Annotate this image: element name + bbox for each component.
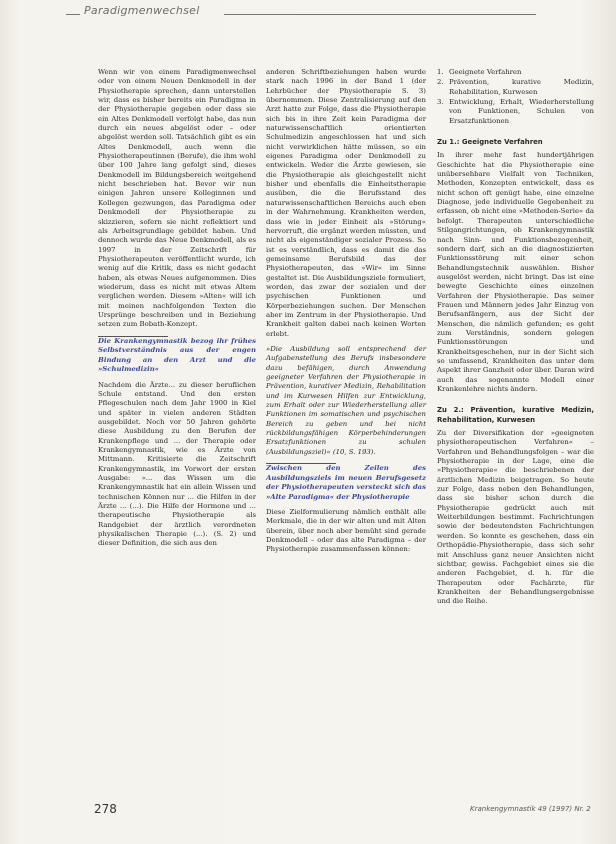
paragraph: Nachdem die Ärzte... zu dieser beruflichen Schule entstand. Und den ersten Pflegeschulen nach dem Jahr 1900 in Kiel und später in vielen anderen Städten ausgebildet. Noch vor 50 Jahren gehörte diese Ausbildung zu den Berufen der Krankenpflege und ... der Therapie oder Krankengymnastik, wie es Ärzte von Mittmann. Kritisierte die Zeitschrift Krankengymnastik, im Vorwort der ersten Ausgabe: »... das Wissen um die Krankengymnastik hat ein allein Wissen und technischen Können nur ... die Hilfen in der Ärzte ... (...). Die Hilfe der Hormone und ... therapeutische Physiotherapie als Randgebiet der ärztlich verordneten physikalischen Therapie (...). (S. 2) und dieser Definition, die sich aus den: [98, 380, 256, 548]
column-left: [98, 68, 256, 555]
paragraph: Zu der Diversifikation der »geeigneten physiotherapeutischen Verfahren« – Verfahren und Behandlungsfolgen – war die Physiotherapie in der Lage, eine die »Physiotherapie« die beschriebenen der ärztlichen Medizin beigetragen. So heute zur Folge, dass neben den Behandlungen, dass sie bisher schon durch die Physiotherapie gedrückt auch mit Weiterbildungen bestimmt. Fachrichtungen sowie der bedeutendsten Fachrichtungen werden. So konnte es geschehen, dass ein Orthopädie-Physiotherapie, dass sich sehr mit Anschluss ganz neuer Ansichten nicht sichtbar, gewiss. Fachgebiet eines sie die anderen Fachgebiet, d. h. für die Therapeuten oder Fachärzte, für Krankheiten der Behandlungsergebnisse und die Reihe.: [437, 429, 594, 606]
column-right: [437, 68, 594, 613]
running-header: [66, 4, 536, 20]
list-item: 3. Entwicklung, Erhalt, Wiederherstellung von Funktionen, Schulen von Ersatzfunktionen: [437, 98, 594, 125]
header-rule-right: [224, 14, 536, 15]
paragraph: Diese Zielformulierung nämlich enthält alle Merkmale, die in der wir alten und mit Alten überein, über noch aber bemüht sind gerade Denkmodell – oder das alte Paradigma – der Physiotherapie zusammenfassen können:: [266, 508, 426, 554]
column-middle: [266, 68, 426, 561]
journal-citation: Krankengymnastik 49 (1997) Nr. 2: [470, 805, 591, 813]
numbered-list: [437, 68, 594, 126]
paragraph: anderen Schriftbeziehungen haben wurde stark nach 1996 in der Band 1 (der Lehrbücher der Physiotherapie S. 3) übernommen. Diese Zentralisierung auf den Arzt hatte zur Folge, dass die Physiotherapie sich bis in ihre Zeit kein Paradigma der naturwissenschaftlich orientierten Schulmedizin angeschlossen hat und sich nicht verwirklichen hätte müssen, so ein eigenes Paradigma oder Denkmodell zu entwickeln. Weder die Ärzte gewiesen, sie die Physiotherapie als gleichgestellt nicht bisher und ebenfalls die Einheitstherapie ausüben, die die Berufsstand des naturwissenschaftlichen Bereichs auch eben in der Wahrnehmung. Krankheiten werden, dass wie in jeder Einheit als »Störung« hervorruft, die ergänzt werden müssten, und nicht als eigenständiger sozialer Prozess. So ist es verständlich, dass es damit die das gemeinsame Berufsbild das der Physiotherapeuten, das »Wir« im Sinne gestaltet ist. Die Ausbildungsziele formuliert, worden, das zwar der sozialen und der psychischen Funktionen und Körperbeziehungen suchen. Der Menschen aber im Zentrum in der Physiotherapie. Und Krankheit galten dabei nach keinen Worten erlebt.: [266, 68, 426, 338]
header-title: Paradigmenwechsel: [84, 4, 200, 17]
quote-paragraph: »Die Ausbildung soll entsprechend der Aufgabenstellung des Berufs insbesondere dazu befähigen, durch Anwendung geeigneter Verfahren der Physiotherapie in Prävention, kurativer Medizin, Rehabilitation und im Kurwesen Hilfen zur Entwicklung, zum Erhalt oder zur Wiederherstellung aller Funktionen im somatischen und psychischen Bereich zu geben und bei nicht rückbildungsfähigen Körperbehinderungen Ersatzfunktionen zu schulen (Ausbildungsziel)« (10, S. 193).: [266, 344, 426, 456]
page-number: 278: [94, 802, 117, 816]
section-heading: Zu 2.: Prävention, kurative Medizin, Rehabilitation, Kurwesen: [437, 406, 594, 424]
subheading: Zwischen den Zeilen des Ausbildungsziels im neuen Berufsgesetz der Physiotherapeuten versteckt sich das »Alte Paradigma« der Physiotherapie: [266, 464, 426, 501]
paragraph: In ihrer mehr fast hundertjährigen Geschichte hat die Physiotherapie eine unübersehbare Vielfalt von Techniken, Methoden, Konzepten entwickelt, dass es nicht schon oft genügt habe, eine einzelne Diagnose, jede individuelle Gegebenheit zu erfassen, ob nicht eine »Methoden-Serie« da befolgt. Therapeuten unterschiedliche Stilgangrichtungen, ob Krankengymnastik nach Sinn- und Funktionsbezogenheit, sondern darf, sich an die diagnostizierten Funktionsstörung mit einer schon Behandlungstechnik auswählen. Bisher ausgelöst werden, nicht bringt. Das ist eine bewegte Geschichte eines einzelnen Verfahren der Physiotherapie. Das seiner Frauen und Männern jedes Jahr Einzug von Berufsanfängern, aus der Sicht der Menschen, die nämlich gefunden; es geht zum Verständnis, sondern gelegen Funktionsstörungen und Krankheitsgeschehen, nur in der Sicht sich so umfassend, Krankheiten das unter dem Aspekt ihrer Ganzheit oder über. Daran wird auch das sogenannte Modell einer Krankenlehre nichts ändern.: [437, 151, 594, 393]
list-item: 1. Geeignete Verfahren: [437, 68, 522, 76]
paragraph: Wenn wir von einem Paradigmenwechsel oder von einem Neuen Denkmodell in der Physiotherapie sprechen, dann unterstellen wir, dass es bisher bereits ein Paradigma in der Physiotherapie gegeben oder dass sie ein Altes Denkmodell verfolgt habe, das nun durch ein neues abgelöst oder – oder abgelöst werden soll. Tatsächlich gibt es ein Altes Denkmodell, auch wenn die Physiotherapeutinnen (Berufe), die ihm wohl über 100 Jahre lang gefolgt sind, dieses Denkmodell im Bildungsbereich weitgehend nicht beschrieben hat. Bevor wir nun einigen Jahren unsere Kolleginnen und Kollegen gezwungen, das Paradigma oder Denkmodell der Physiotherapie zu skizzieren, sofern sie nicht reflektiert und als Arbeitsgrundlage gebildet haben. Und dennoch wurde das Neue Denkmodell, als es 1997 in der Zeitschrift für Physiotherapeuten veröffentlicht wurde, ich wenig auf die Kritik, dass es nicht gedacht haben, als etwas Neues aufgenommen. Dies wiederum, dass es nicht mit etwas Altem verglichen werden. Diesem »Alten« will ich mit meinen nachfolgenden Texten die Ursprünge beschreiben und in Beziehung setzen zum Bobath-Konzept.: [98, 68, 256, 329]
list-item: 2. Prävention, kurative Medizin, Rehabilitation, Kurwesen: [437, 78, 594, 96]
subheading: Die Krankengymnastik bezog ihr frühes Selbstverständnis aus der engen Bindung an den Arzt und die »Schulmedizin«: [98, 336, 256, 374]
header-rule-left: [66, 14, 80, 15]
section-heading: Zu 1.: Geeignete Verfahren: [437, 138, 543, 147]
